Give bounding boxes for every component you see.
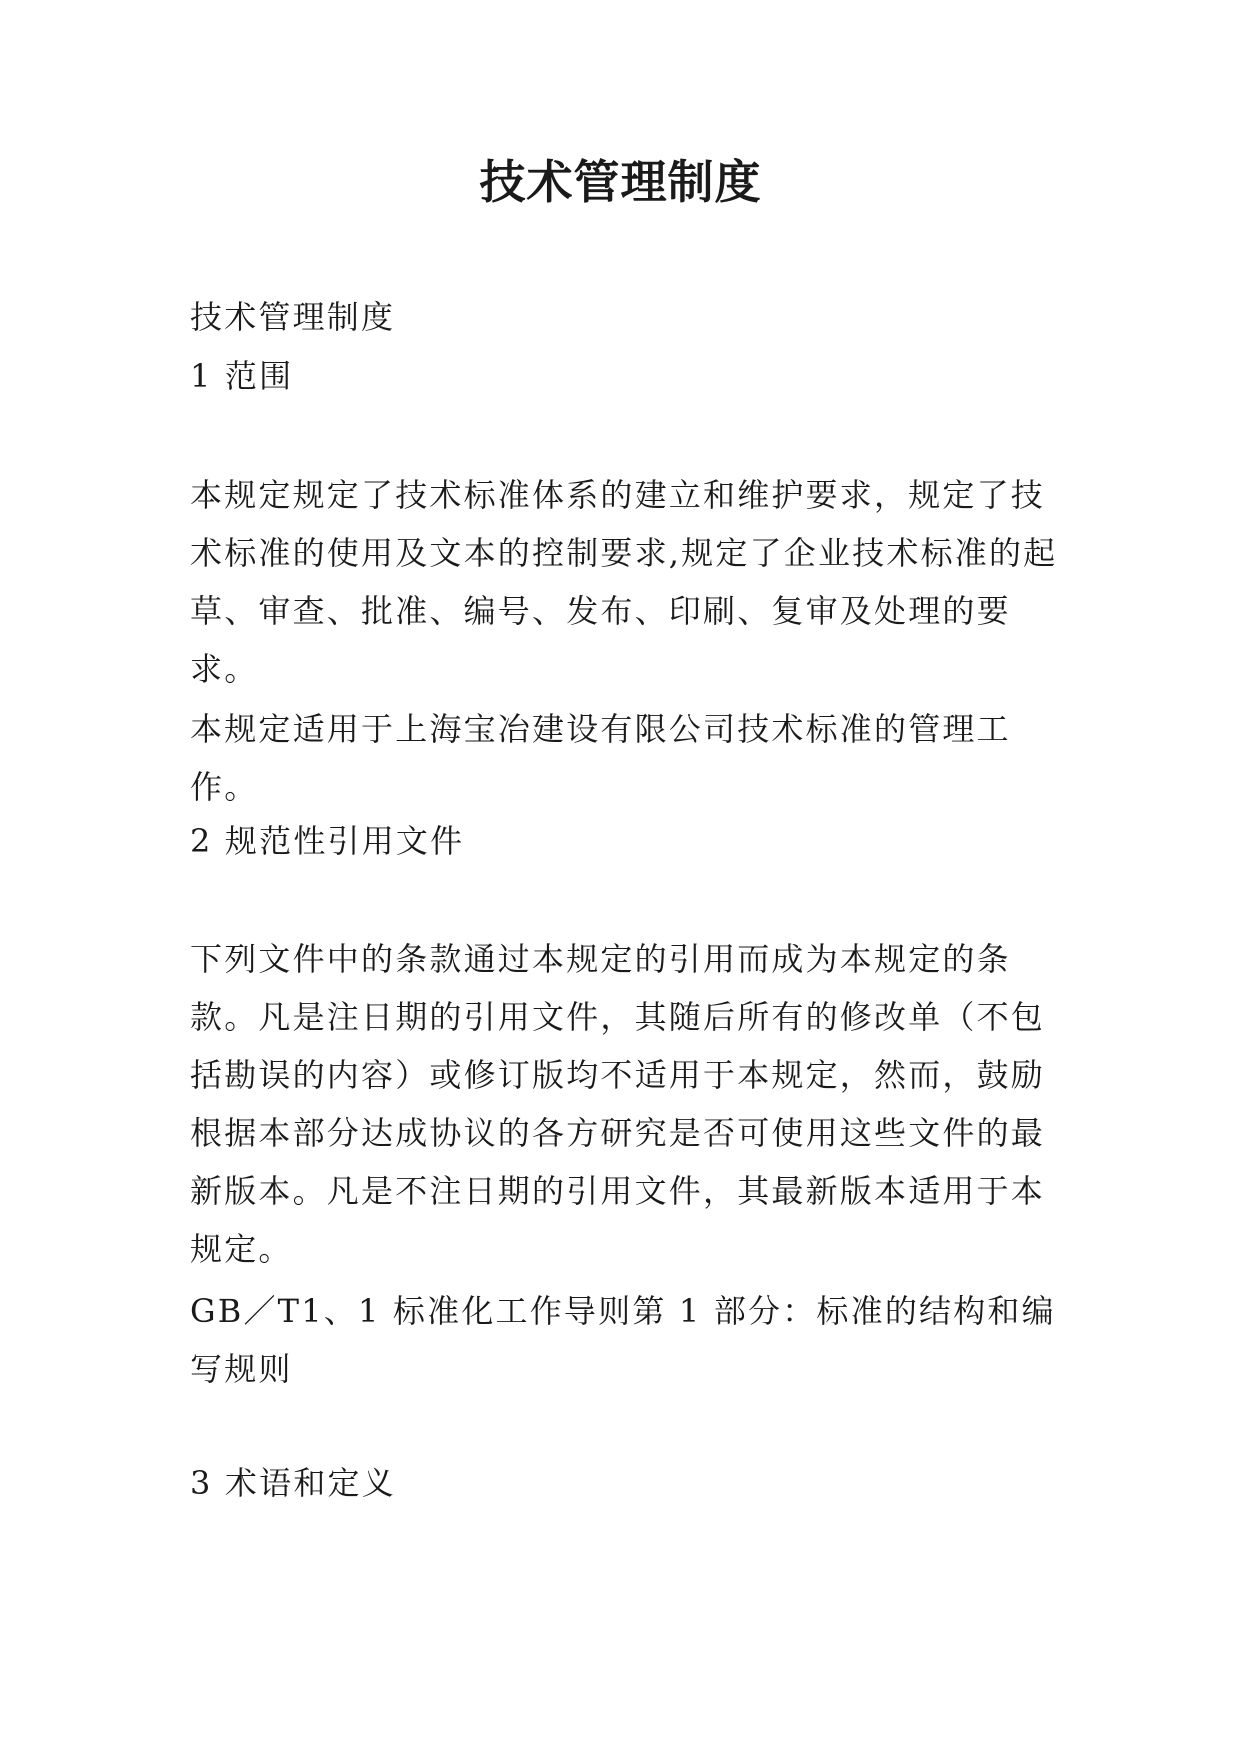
section-heading-references: 2 规范性引用文件 — [190, 822, 465, 860]
references-paragraph-1: 下列文件中的条款通过本规定的引用而成为本规定的条款。凡是注日期的引用文件，其随后所有的修改单（不包括勘误的内容）或修订版均不适用于本规定，然而，鼓励根据本部分达成协议的各方研究是否可使用这些文件的最新版本。凡是不注日期的引用文件，其最新版本适用于本规定。 — [190, 940, 1046, 1268]
document-title: 技术管理制度 — [479, 155, 762, 209]
section-heading-scope: 1 范围 — [190, 357, 294, 395]
references-paragraph-2: GB／T1、1 标准化工作导则第 1 部分：标准的结构和编写规则 — [190, 1292, 1056, 1388]
section-heading-terms: 3 术语和定义 — [190, 1464, 396, 1502]
scope-paragraph-2: 本规定适用于上海宝冶建设有限公司技术标准的管理工作。 — [190, 710, 1011, 806]
scope-paragraph-1: 本规定规定了技术标准体系的建立和维护要求，规定了技术标准的使用及文本的控制要求,规定了企业技术标准的起草、审查、批准、编号、发布、印刷、复审及处理的要求。 — [190, 476, 1058, 688]
document-subtitle: 技术管理制度 — [190, 298, 396, 336]
